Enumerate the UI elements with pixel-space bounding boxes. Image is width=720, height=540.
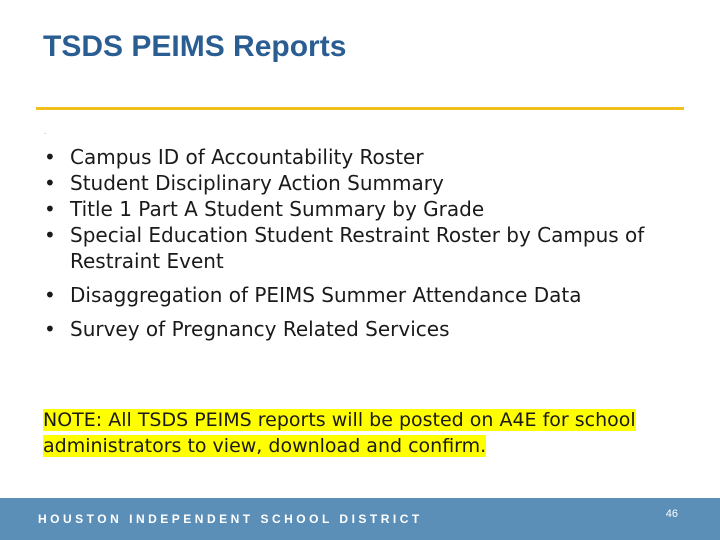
bullet-icon: •	[44, 317, 56, 341]
bullet-icon: •	[44, 145, 56, 169]
report-list	[44, 144, 684, 342]
list-item-text: Survey of Pregnancy Related Services	[70, 317, 450, 341]
bullet-icon: •	[44, 283, 56, 307]
bullet-icon: •	[44, 171, 56, 195]
list-item-text: Student Disciplinary Action Summary	[70, 171, 444, 195]
list-item-text: Special Education Student Restraint Roster by Campus of Restraint Event	[70, 223, 645, 273]
note-text: NOTE: All TSDS PEIMS reports will be posted on A4E for school administrators to view, download and confirm.	[43, 409, 636, 457]
stray-mark: .	[44, 127, 47, 136]
bullet-icon: •	[44, 223, 56, 247]
list-item-text: Disaggregation of PEIMS Summer Attendance Data	[70, 283, 582, 307]
title-divider	[36, 107, 684, 110]
list-item	[44, 196, 684, 222]
page-number: 46	[665, 508, 678, 520]
list-item-text: Campus ID of Accountability Roster	[70, 145, 424, 169]
list-item	[44, 316, 684, 342]
list-item	[44, 222, 684, 274]
note-callout	[43, 407, 663, 459]
page-title: TSDS PEIMS Reports	[43, 30, 347, 63]
list-item	[44, 170, 684, 196]
district-name: HOUSTON INDEPENDENT SCHOOL DISTRICT	[38, 512, 423, 526]
list-item	[44, 282, 684, 308]
footer-bar	[0, 498, 720, 540]
list-item	[44, 144, 684, 170]
bullet-icon: •	[44, 197, 56, 221]
list-item-text: Title 1 Part A Student Summary by Grade	[70, 197, 485, 221]
